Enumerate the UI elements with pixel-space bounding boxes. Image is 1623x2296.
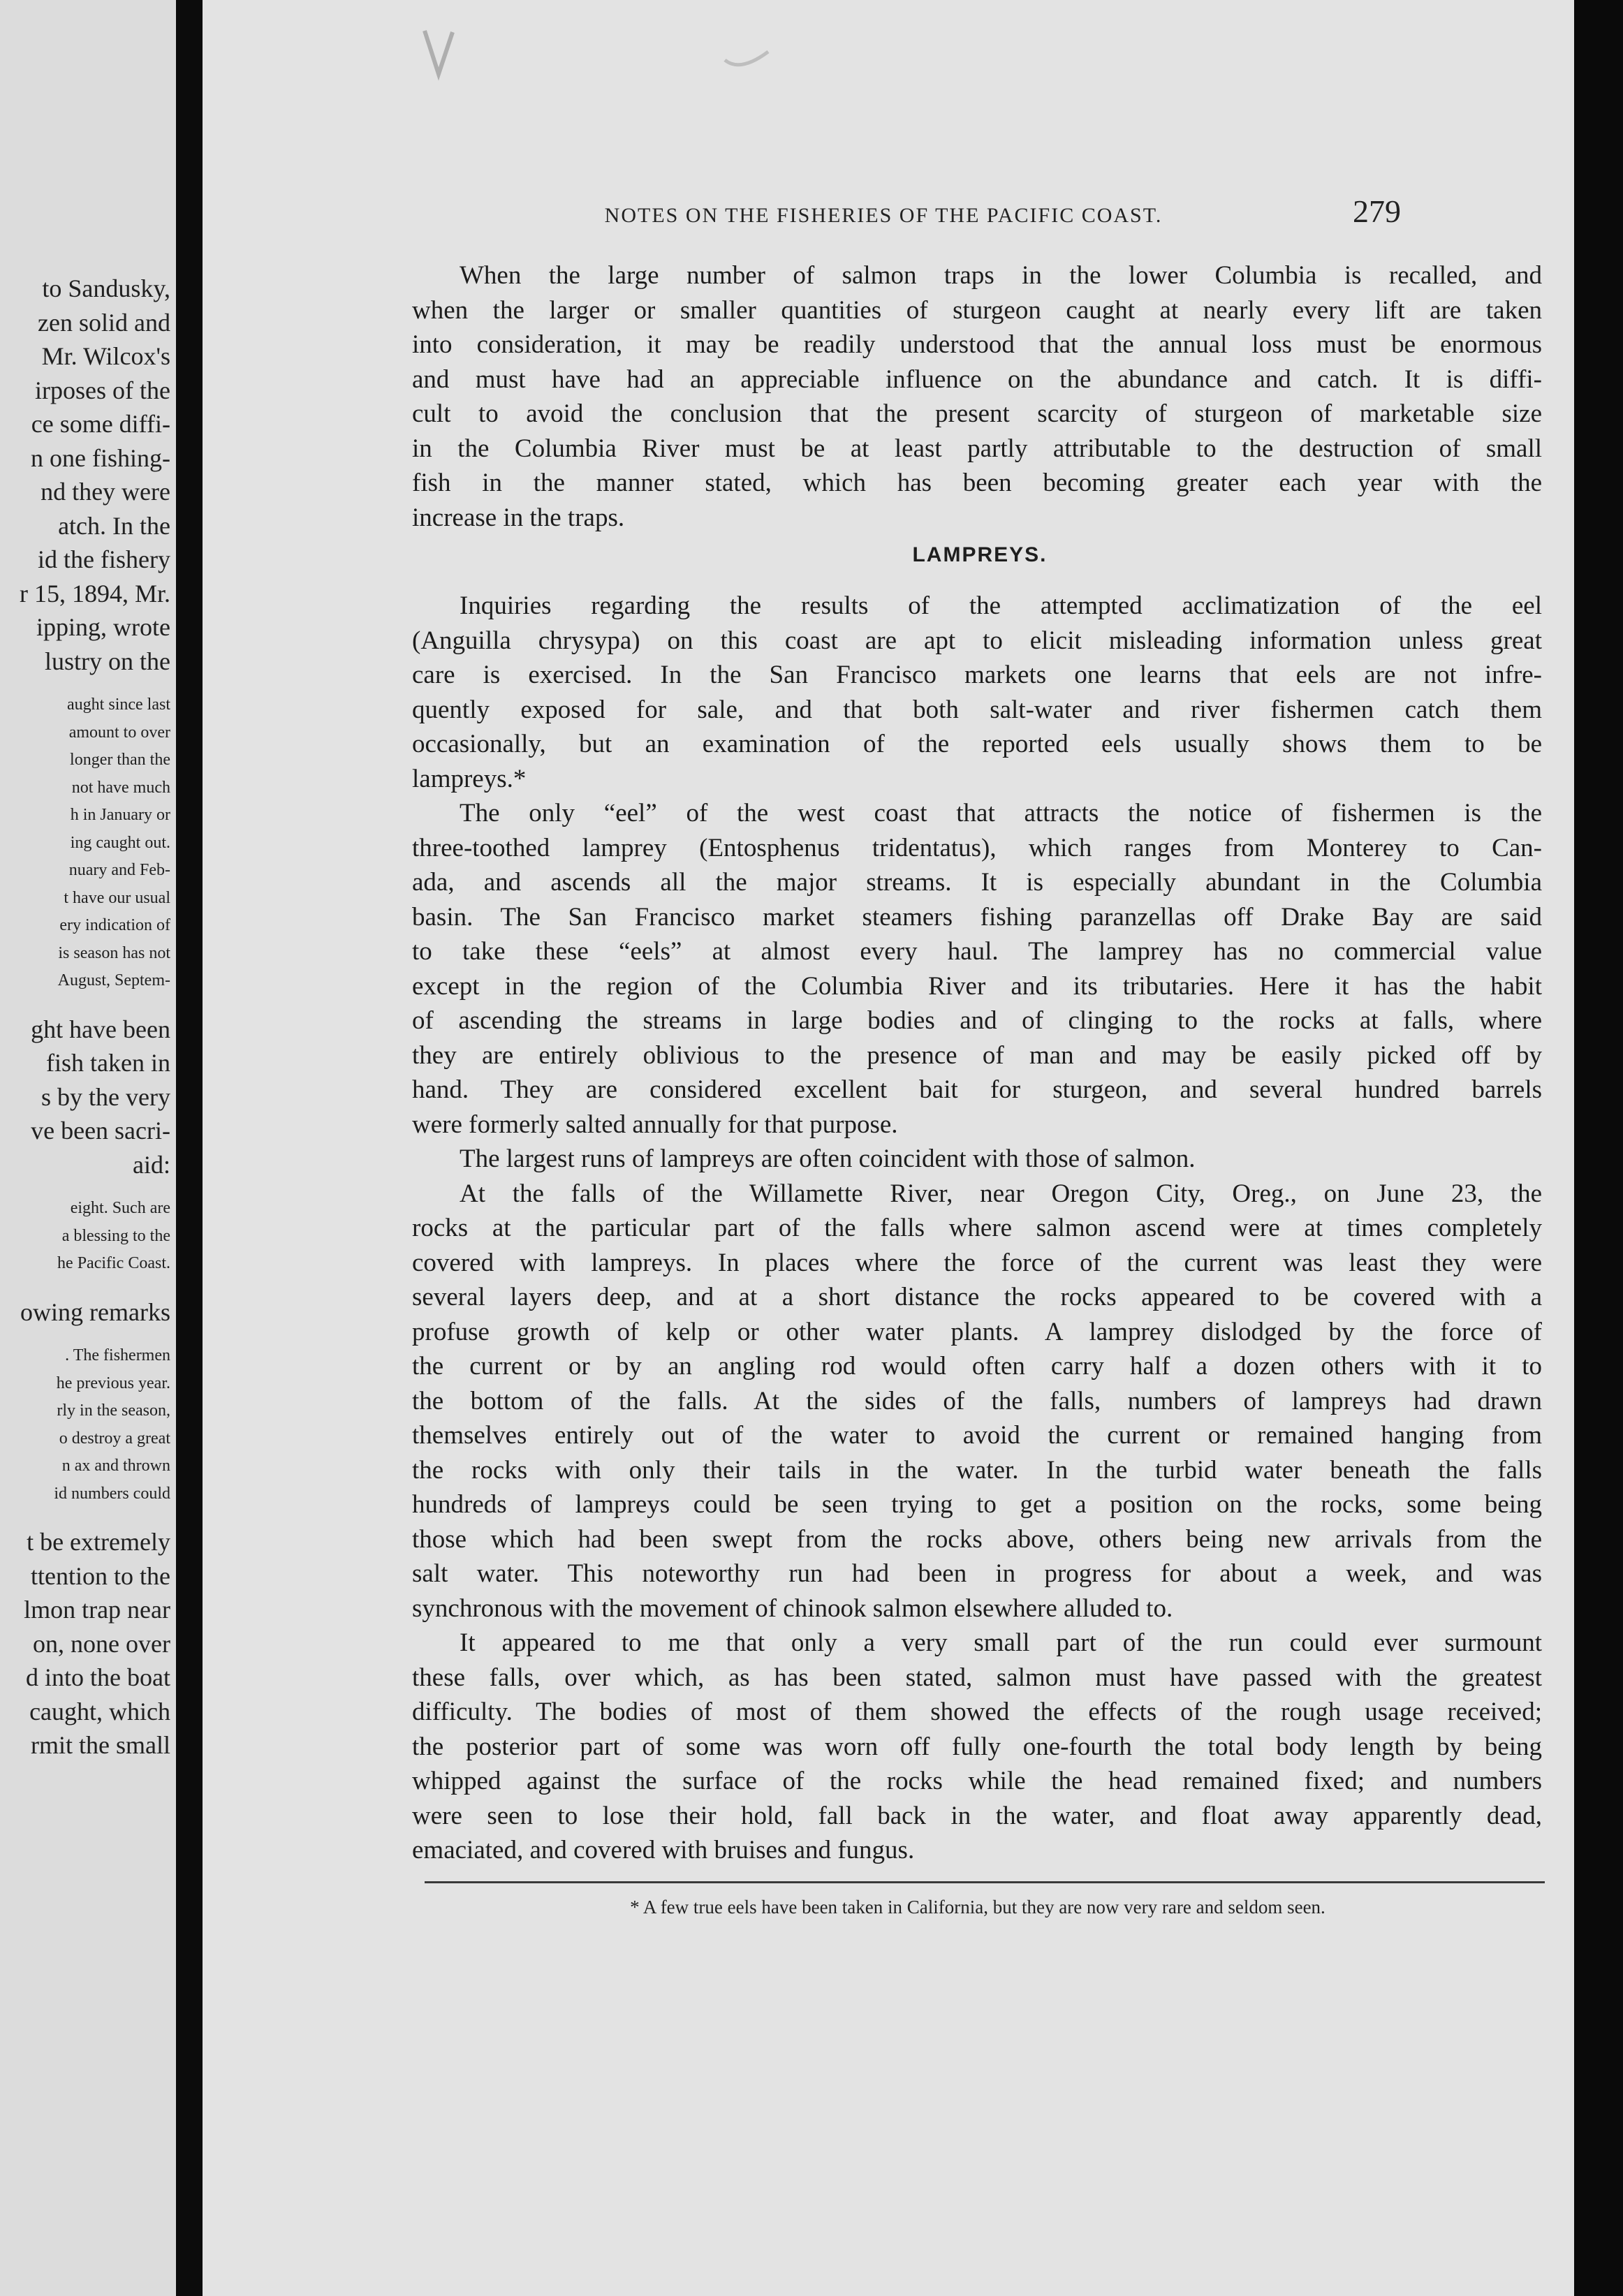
facing-page-line: t be extremely bbox=[27, 1528, 170, 1556]
text-line: emaciated, and covered with bruises and fungus. bbox=[412, 1836, 915, 1864]
facing-page-line: Mr. Wilcox's bbox=[41, 342, 170, 370]
facing-page-line: id numbers could bbox=[54, 1484, 170, 1503]
text-line: hundreds of lampreys could be seen trying to get a position on the rocks, some being bbox=[412, 1490, 1542, 1519]
facing-page-fragment bbox=[0, 0, 176, 2296]
facing-page-line: not have much bbox=[71, 778, 170, 797]
footnote: * A few true eels have been taken in California, but they are now very rare and seldom seen. bbox=[630, 1897, 1325, 1918]
text-line: themselves entirely out of the water to avoid the current or remained hanging from bbox=[412, 1421, 1542, 1450]
facing-page-line: ing caught out. bbox=[70, 833, 170, 852]
text-line: increase in the traps. bbox=[412, 503, 625, 532]
running-head: NOTES ON THE FISHERIES OF THE PACIFIC COAST. bbox=[604, 204, 1163, 227]
text-line: basin. The San Francisco market steamers fishing paranzellas off Drake Bay are said bbox=[412, 902, 1542, 932]
text-line: ada, and ascends all the major streams. It is especially abundant in the Columbia bbox=[412, 868, 1542, 897]
facing-page-line: caught, which bbox=[29, 1697, 170, 1725]
text-line: several layers deep, and at a short distance the rocks appeared to be covered with a bbox=[412, 1283, 1542, 1311]
text-line: those which had been swept from the rocks above, others being new arrivals from the bbox=[412, 1524, 1542, 1554]
text-line: salt water. This noteworthy run had been in progress for about a week, and was bbox=[412, 1559, 1542, 1588]
facing-page-line: fish taken in bbox=[46, 1049, 170, 1077]
facing-page-line: August, Septem- bbox=[57, 971, 170, 989]
facing-page-line: rly in the season, bbox=[57, 1401, 170, 1420]
text-line: rocks at the particular part of the falls where salmon ascend were at times completely bbox=[412, 1214, 1542, 1242]
facing-page-line: aught since last bbox=[67, 696, 170, 714]
book-page bbox=[203, 0, 1574, 2296]
text-line: to take these “eels” at almost every haul. The lamprey has no commercial value bbox=[412, 937, 1542, 966]
facing-page-line: o destroy a great bbox=[59, 1429, 170, 1448]
facing-page-line: nd they were bbox=[41, 478, 170, 506]
facing-page-line: amount to over bbox=[68, 723, 170, 742]
facing-page-line: . The fishermen bbox=[65, 1346, 170, 1364]
text-line: when the larger or smaller quantities of sturgeon caught at nearly every lift are taken bbox=[412, 295, 1542, 325]
facing-page-line: a blessing to the bbox=[61, 1226, 170, 1245]
text-line: The only “eel” of the west coast that attracts the notice of fishermen is the bbox=[460, 799, 1542, 827]
text-line: quently exposed for sale, and that both salt-water and river fishermen catch them bbox=[412, 695, 1542, 724]
facing-page-line: ery indication of bbox=[59, 916, 170, 934]
facing-page-line: t have our usual bbox=[64, 888, 170, 907]
text-line: into consideration, it may be readily understood that the annual loss must be enormous bbox=[412, 330, 1542, 359]
text-line: and must have had an appreciable influence on the abundance and catch. It is diffi- bbox=[412, 365, 1542, 394]
text-line: occasionally, but an examination of the reported eels usually shows them to be bbox=[412, 730, 1542, 758]
text-line: cult to avoid the conclusion that the present scarcity of sturgeon of marketable size bbox=[412, 399, 1542, 428]
facing-page-line: atch. In the bbox=[58, 511, 170, 540]
facing-page-line: d into the boat bbox=[26, 1663, 170, 1691]
pencil-tick-icon bbox=[719, 46, 775, 74]
facing-page-line: ve been sacri- bbox=[31, 1117, 170, 1145]
text-line: Inquiries regarding the results of the attempted acclimatization of the eel bbox=[460, 591, 1542, 620]
text-line: When the large number of salmon traps in the lower Columbia is recalled, and bbox=[460, 261, 1542, 290]
footnote-rule bbox=[425, 1881, 1545, 1883]
facing-page-line: ce some diffi- bbox=[31, 410, 170, 438]
facing-page-line: lustry on the bbox=[45, 647, 170, 675]
facing-page-line: n ax and thrown bbox=[61, 1457, 170, 1475]
facing-page-line: longer than the bbox=[70, 751, 170, 769]
text-line: these falls, over which, as has been stated, salmon must have passed with the greatest bbox=[412, 1663, 1542, 1692]
text-line: care is exercised. In the San Francisco markets one learns that eels are not infre- bbox=[412, 661, 1542, 689]
facing-page-line: he Pacific Coast. bbox=[57, 1254, 170, 1272]
text-line: hand. They are considered excellent bait for sturgeon, and several hundred barrels bbox=[412, 1075, 1542, 1104]
text-line: they are entirely oblivious to the presence of man and may be easily picked off by bbox=[412, 1040, 1542, 1070]
facing-page-line: lmon trap near bbox=[24, 1596, 170, 1624]
facing-page-line: s by the very bbox=[41, 1082, 170, 1111]
text-line: covered with lampreys. In places where the force of the current was least they were bbox=[412, 1248, 1542, 1277]
text-line: The largest runs of lampreys are often coincident with those of salmon. bbox=[460, 1145, 1196, 1173]
facing-page-line: r 15, 1894, Mr. bbox=[20, 579, 170, 608]
text-line: the current or by an angling rod would often carry half a dozen others with it to bbox=[412, 1352, 1542, 1381]
facing-page-line: id the fishery bbox=[38, 545, 170, 573]
text-line: were formerly salted annually for that purpose. bbox=[412, 1110, 898, 1139]
text-line: (Anguilla chrysypa) on this coast are apt to elicit misleading information unless great bbox=[412, 626, 1542, 655]
text-line: were seen to lose their hold, fall back in the water, and float away apparently dead, bbox=[412, 1801, 1542, 1830]
facing-page-line: nuary and Feb- bbox=[68, 861, 170, 879]
facing-page-line: ipping, wrote bbox=[36, 613, 170, 641]
facing-page-line: ttention to the bbox=[31, 1561, 170, 1590]
text-line: profuse growth of kelp or other water plants. A lamprey dislodged by the force of bbox=[412, 1317, 1542, 1346]
text-line: lampreys.* bbox=[412, 764, 527, 793]
book-gutter bbox=[176, 0, 203, 2296]
text-line: It appeared to me that only a very small part of the run could ever surmount bbox=[460, 1628, 1542, 1657]
text-line: fish in the manner stated, which has been becoming greater each year with the bbox=[412, 469, 1542, 497]
text-line: At the falls of the Willamette River, near Oregon City, Oreg., on June 23, the bbox=[460, 1179, 1542, 1208]
pencil-mark-icon bbox=[418, 25, 460, 89]
facing-page-line: to Sandusky, bbox=[42, 274, 170, 302]
page-number: 279 bbox=[1353, 193, 1401, 229]
facing-page-line: eight. Such are bbox=[70, 1199, 170, 1217]
facing-page-line: rmit the small bbox=[31, 1731, 170, 1759]
facing-page-line: on, none over bbox=[33, 1629, 170, 1658]
facing-page-line: zen solid and bbox=[38, 308, 170, 337]
facing-page-line: he previous year. bbox=[56, 1374, 170, 1392]
text-line: the rocks with only their tails in the water. In the turbid water beneath the falls bbox=[412, 1455, 1542, 1485]
page-edge-shadow bbox=[1574, 0, 1623, 2296]
facing-page-line: irposes of the bbox=[35, 376, 170, 404]
facing-page-line: aid: bbox=[133, 1150, 170, 1179]
text-line: except in the region of the Columbia River and its tributaries. Here it has the habit bbox=[412, 971, 1542, 1001]
facing-page-line: ght have been bbox=[31, 1015, 170, 1043]
text-line: whipped against the surface of the rocks while the head remained fixed; and numbers bbox=[412, 1767, 1542, 1795]
text-line: the bottom of the falls. At the sides of the falls, numbers of lampreys had drawn bbox=[412, 1386, 1542, 1415]
section-heading: LAMPREYS. bbox=[912, 543, 1048, 566]
text-line: three-toothed lamprey (Entosphenus tridentatus), which ranges from Monterey to Can- bbox=[412, 833, 1542, 862]
facing-page-line: n one fishing- bbox=[31, 443, 170, 472]
text-line: difficulty. The bodies of most of them showed the effects of the rough usage received; bbox=[412, 1698, 1542, 1726]
text-line: of ascending the streams in large bodies and of clinging to the rocks at falls, where bbox=[412, 1006, 1542, 1035]
text-line: the posterior part of some was worn off fully one-fourth the total body length by being bbox=[412, 1732, 1542, 1761]
facing-page-line: is season has not bbox=[58, 943, 170, 962]
facing-page-line: h in January or bbox=[70, 806, 170, 824]
text-line: in the Columbia River must be at least partly attributable to the destruction of small bbox=[412, 434, 1542, 463]
text-line: synchronous with the movement of chinook salmon elsewhere alluded to. bbox=[412, 1594, 1173, 1623]
facing-page-line: owing remarks bbox=[20, 1297, 170, 1326]
